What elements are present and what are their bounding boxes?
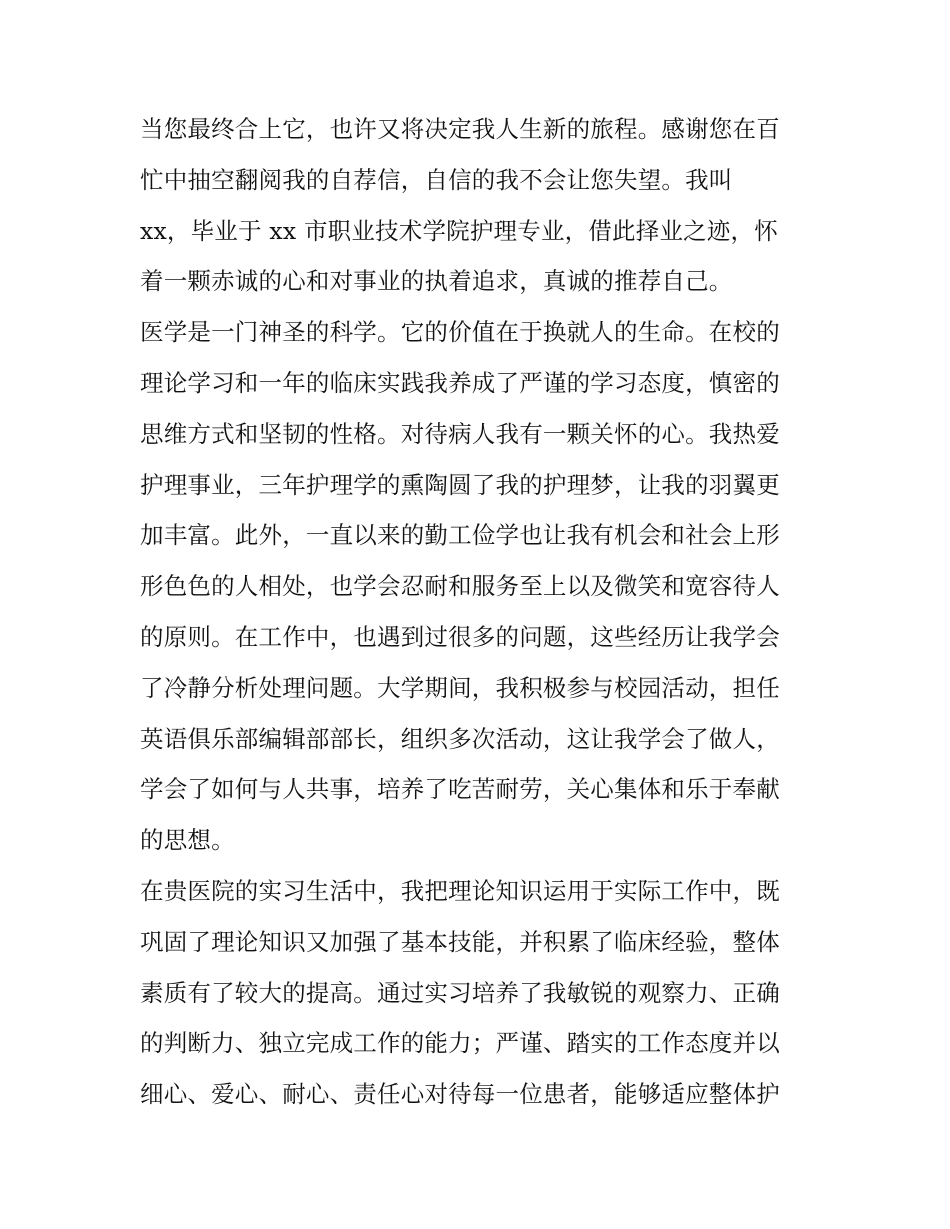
text-line: 的判断力、独立完成工作的能力；严谨、踏实的工作态度并以 (140, 1029, 780, 1058)
text-line: 细心、爱心、耐心、责任心对待每一位患者，能够适应整体护 (140, 1080, 780, 1109)
text-line: 加丰富。此外，一直以来的勤工俭学也让我有机会和社会上形 (140, 521, 780, 550)
text-line: 理论学习和一年的临床实践我养成了严谨的学习态度，慎密的 (140, 368, 780, 397)
text-line: 的原则。在工作中，也遇到过很多的问题，这些经历让我学会 (140, 622, 780, 651)
letter-body (140, 104, 820, 1120)
text-line: 形色色的人相处，也学会忍耐和服务至上以及微笑和宽容待人 (140, 572, 780, 601)
text-line: xx，毕业于 xx 市职业技术学院护理专业，借此择业之迹，怀 (140, 216, 778, 245)
text-line: 医学是一门神圣的科学。它的价值在于换就人的生命。在校的 (140, 318, 780, 347)
text-line: 在贵医院的实习生活中，我把理论知识运用于实际工作中，既 (140, 876, 780, 905)
text-line: 思维方式和坚韧的性格。对待病人我有一颗关怀的心。我热爱 (140, 419, 780, 448)
text-line: 学会了如何与人共事，培养了吃苦耐劳，关心集体和乐于奉献 (140, 775, 780, 804)
text-line: 护理事业，三年护理学的熏陶圆了我的护理梦，让我的羽翼更 (140, 470, 780, 499)
text-line: 当您最终合上它，也许又将决定我人生新的旅程。感谢您在百 (140, 115, 780, 143)
text-line: 英语俱乐部编辑部部长，组织多次活动，这让我学会了做人， (140, 724, 780, 753)
text-line: 忙中抽空翻阅我的自荐信，自信的我不会让您失望。我叫 (140, 165, 733, 194)
text-line: 着一颗赤诚的心和对事业的执着追求，真诚的推荐自己。 (140, 267, 733, 296)
text-line: 的思想。 (140, 826, 235, 855)
text-line: 巩固了理论知识又加强了基本技能，并积累了临床经验，整体 (140, 927, 780, 956)
text-line: 素质有了较大的提高。通过实习培养了我敏锐的观察力、正确 (140, 978, 780, 1007)
text-line: 了冷静分析处理问题。大学期间，我积极参与校园活动，担任 (140, 673, 780, 702)
